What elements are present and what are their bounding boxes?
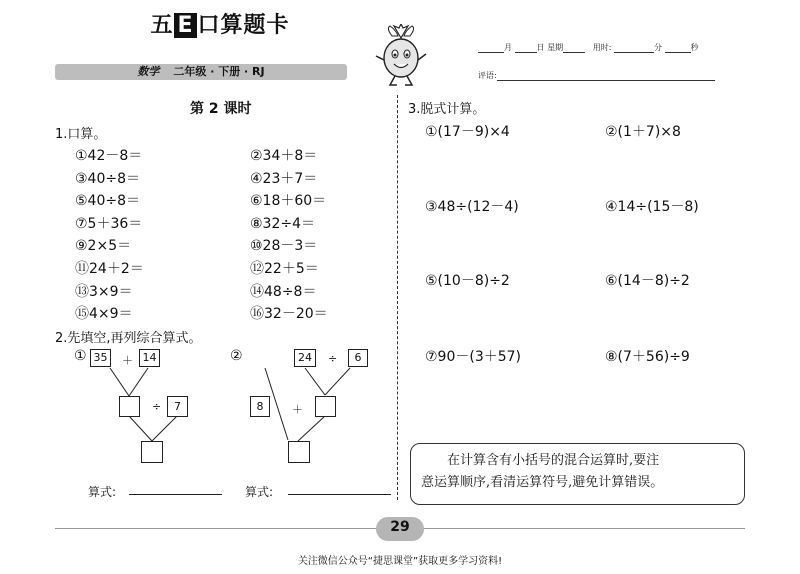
oral-item: ⑮4×9＝ — [75, 306, 133, 323]
minutes-label: 分 — [653, 43, 662, 52]
problem2-box-a: 24 — [294, 349, 316, 367]
problem2-number: ② — [230, 348, 243, 364]
tip-line-1: 在计算含有小括号的混合运算时,要注 — [447, 453, 660, 468]
tip-box — [410, 443, 745, 505]
comment-label: 评语: — [478, 71, 497, 80]
oral-item: ④23＋7＝ — [250, 170, 318, 187]
oral-item: ⑨2×5＝ — [75, 238, 132, 255]
oral-item: ①42－8＝ — [75, 148, 143, 164]
oral-item: ⑩28－3＝ — [250, 238, 318, 255]
page-number: 29 — [390, 519, 410, 535]
oral-item: ⑤40÷8＝ — [75, 193, 141, 210]
problem2-op1: ÷ — [328, 352, 338, 365]
tip-line-2: 意运算顺序,看清运算符号,避免计算错误。 — [421, 475, 664, 490]
problem1-op2: ÷ — [152, 400, 162, 413]
brand-e: E — [174, 13, 196, 38]
grade-info: 二年级 · 下册 · RJ — [173, 65, 265, 78]
lesson-title: 第 2 课时 — [190, 101, 252, 117]
problem2-box-c: 8 — [250, 396, 270, 417]
comment-line — [478, 70, 715, 81]
step-calc-item: ④14÷(15－8) — [605, 199, 699, 215]
oral-item: ⑯32－20＝ — [250, 306, 328, 323]
oral-item: ⑧32÷4＝ — [250, 215, 316, 232]
time-used-label: 用时: — [592, 43, 612, 52]
problem1-answer-box-2[interactable] — [141, 441, 163, 463]
column-divider — [397, 95, 398, 500]
step-calc-item: ⑧(7＋56)÷9 — [605, 349, 690, 365]
problem1-answer-box-1[interactable] — [119, 396, 140, 417]
problem1-tree-lines — [0, 0, 400, 500]
oral-item: ⑥18＋60＝ — [250, 193, 327, 210]
section1-title: 1.口算。 — [55, 127, 107, 142]
footer-note: 关注微信公众号“捷思课堂”获取更多学习资料! — [297, 556, 503, 567]
step-calc-item: ⑤(10－8)÷2 — [425, 273, 510, 289]
problem2-formula-label: 算式: — [245, 485, 274, 499]
problem2-op2: ＋ — [292, 403, 303, 416]
oral-item: ⑦5＋36＝ — [75, 215, 143, 232]
problem2-answer-box-2[interactable] — [288, 441, 310, 463]
oral-item: ⑬3×9＝ — [75, 283, 133, 300]
oral-item: ⑫22＋5＝ — [250, 260, 319, 277]
section3-title: 3.脱式计算。 — [408, 102, 486, 117]
problem1-box-c: 7 — [167, 396, 188, 417]
problem1-number: ① — [74, 348, 87, 364]
subject-label: 数学 — [137, 65, 160, 78]
problem1-formula-label: 算式: — [88, 485, 117, 499]
oral-item: ②34＋8＝ — [250, 148, 318, 164]
step-calc-item: ⑥(14－8)÷2 — [605, 273, 690, 289]
problem1-formula-line[interactable] — [129, 494, 222, 495]
problem1-box-a: 35 — [90, 349, 111, 367]
seconds-label: 秒 — [690, 43, 699, 52]
problem2-box-b: 6 — [348, 349, 368, 367]
step-calc-item: ①(17－9)×4 — [425, 124, 510, 140]
step-calc-item: ⑦90－(3＋57) — [425, 349, 522, 365]
weekday-label: 星期 — [547, 43, 564, 52]
oral-item: ③40÷8＝ — [75, 170, 141, 187]
problem2-answer-box-1[interactable] — [315, 396, 336, 417]
month-label: 月 — [504, 43, 512, 52]
section2-title: 2.先填空,再列综合算式。 — [55, 331, 202, 346]
brand-pre: 五 — [150, 13, 174, 38]
date-line — [478, 42, 699, 53]
step-calc-item: ②(1＋7)×8 — [605, 124, 681, 140]
day-label: 日 — [536, 43, 545, 52]
problem1-box-b: 14 — [139, 349, 160, 367]
problem1-op1: ＋ — [122, 354, 133, 367]
problem2-formula-line[interactable] — [288, 494, 391, 495]
oral-item: ⑭48÷8＝ — [250, 283, 317, 300]
oral-item: ⑪24＋2＝ — [75, 260, 144, 277]
step-calc-item: ③48÷(12－4) — [425, 199, 519, 215]
brand-post: 口算题卡 — [197, 13, 290, 38]
